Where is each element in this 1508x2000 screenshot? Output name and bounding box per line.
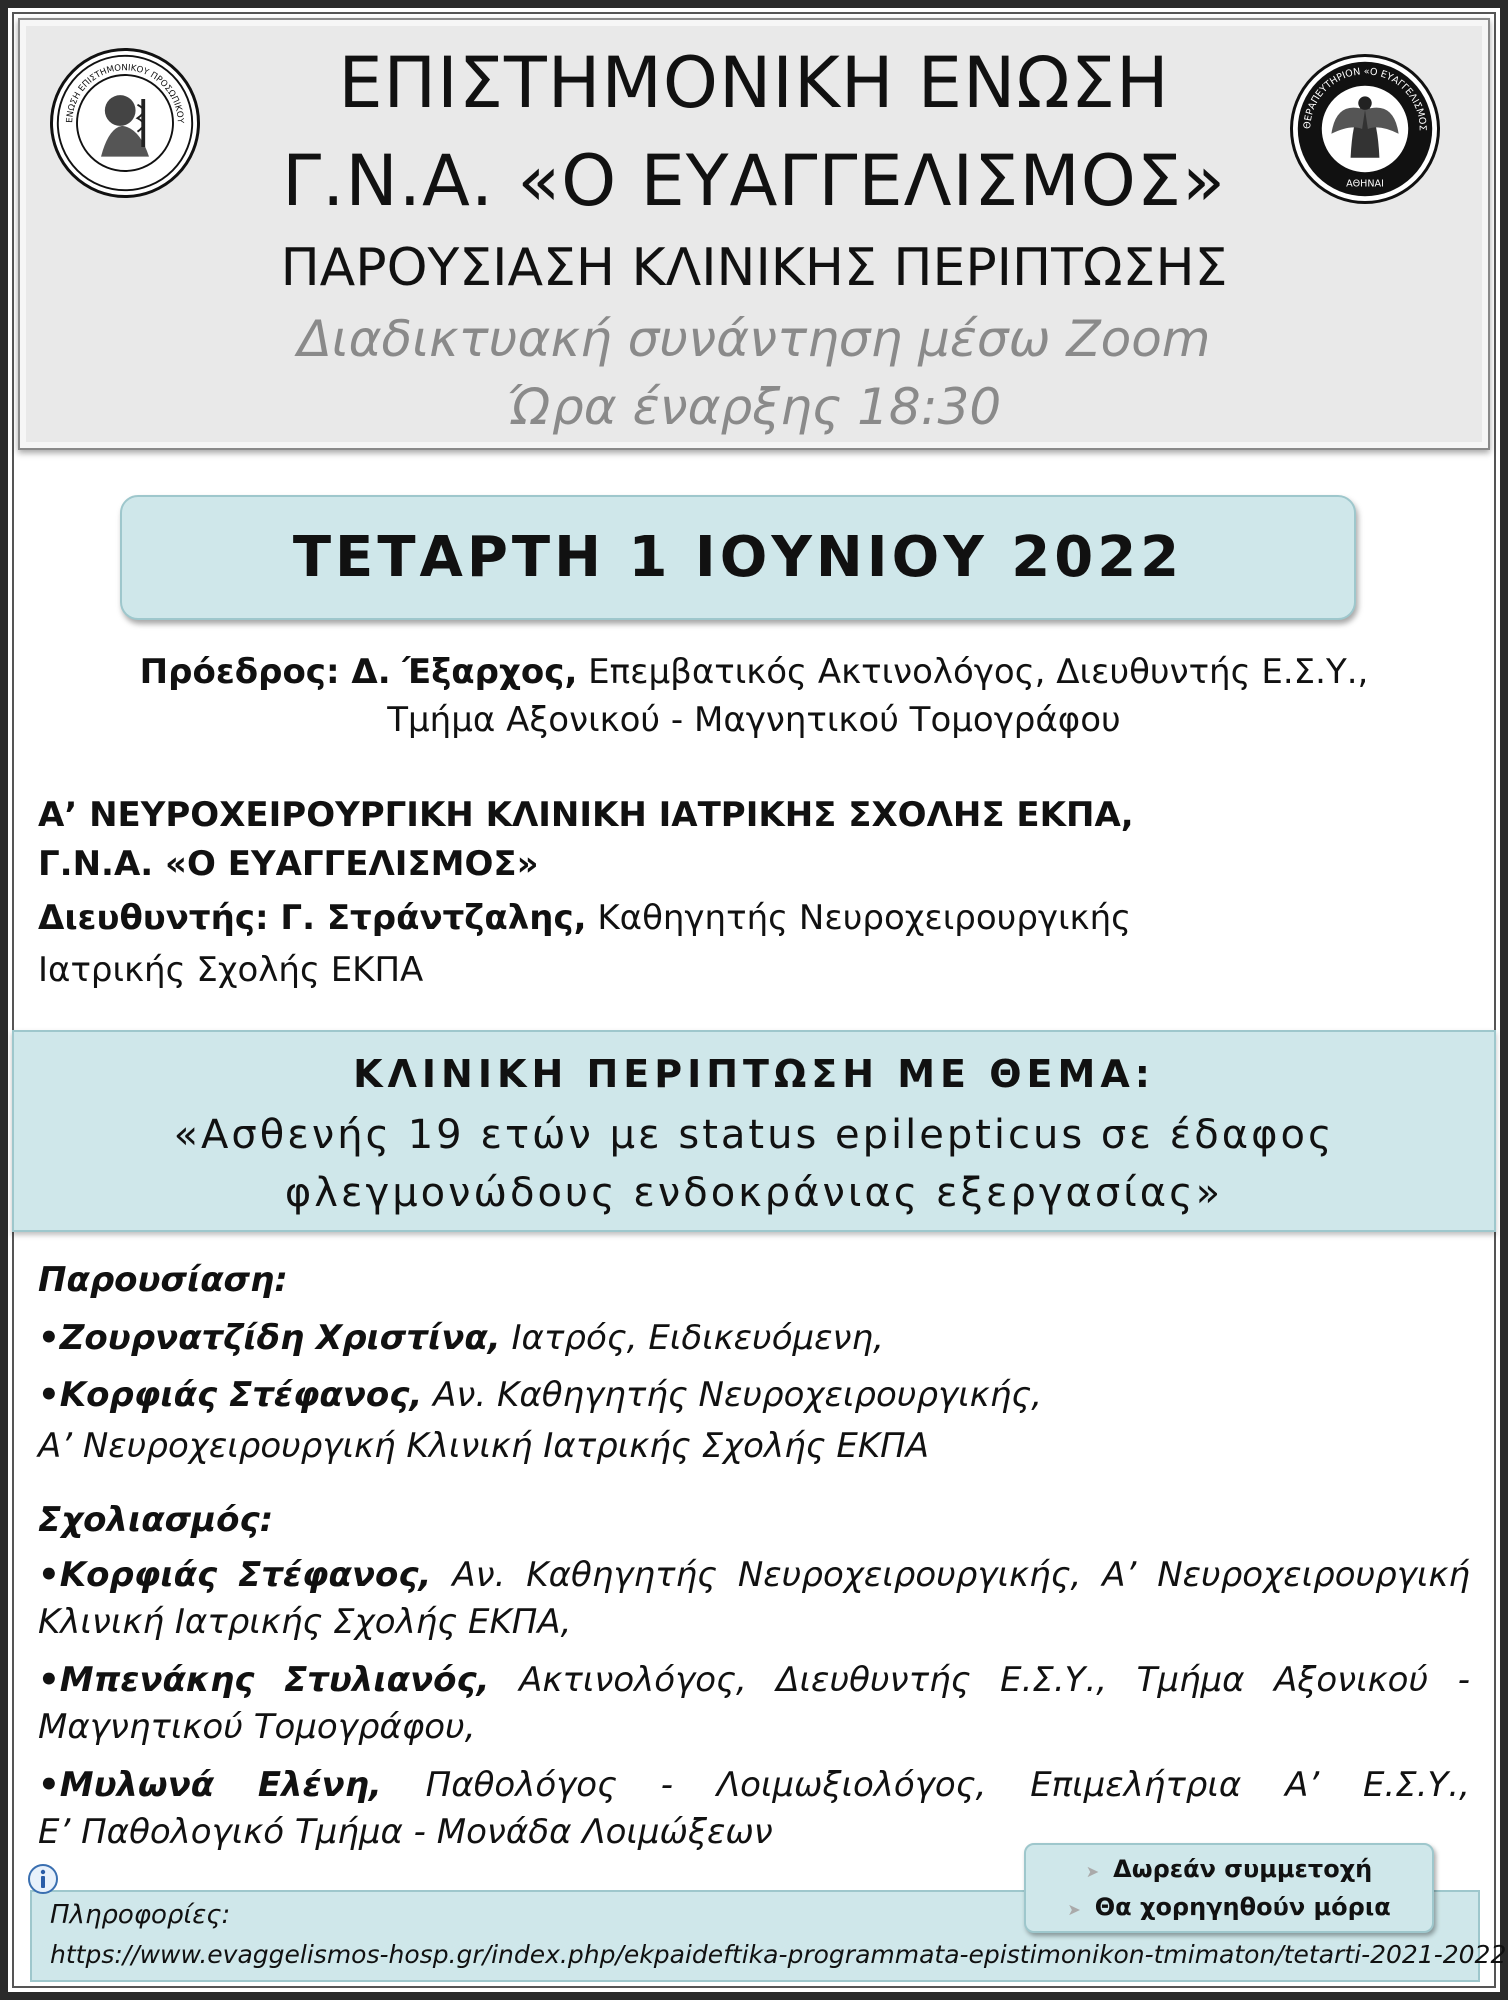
association-seal-logo bbox=[50, 48, 200, 198]
presenter-2-role: Αν. Καθηγητής Νευροχειρουργικής, bbox=[422, 1375, 1043, 1415]
event-date: ΤΕΤΑΡΤΗ 1 ΙΟΥΝΙΟΥ 2022 bbox=[292, 525, 1184, 590]
chair-label: Πρόεδρος: Δ. Έξαρχος, bbox=[139, 652, 578, 692]
word: Ε.Σ.Υ., bbox=[1000, 1660, 1108, 1700]
note-1-text: Δωρεάν συμμετοχή bbox=[1113, 1855, 1373, 1883]
word: Α’ bbox=[1285, 1765, 1320, 1805]
word: Διευθυντής bbox=[776, 1660, 971, 1700]
word: •Μυλωνά bbox=[38, 1765, 215, 1805]
hospital-seal-logo bbox=[1290, 54, 1440, 204]
free-participation-note bbox=[1026, 1855, 1432, 1883]
header-title-line2: Γ.Ν.Α. «Ο ΕΥΑΓΓΕΛΙΣΜΟΣ» bbox=[282, 140, 1226, 222]
svg-text:ΘΕΡΑΠΕΥΤΗΡΙΟΝ «Ο ΕΥΑΓΓΕΛΙΣΜΟΣ»: ΘΕΡΑΠΕΥΤΗΡΙΟΝ «Ο ΕΥΑΓΓΕΛΙΣΜΟΣ bbox=[1302, 66, 1428, 132]
svg-text:ΑΘΗΝΑΙ: ΑΘΗΝΑΙ bbox=[1346, 178, 1384, 190]
word: Καθηγητής bbox=[526, 1555, 717, 1595]
word: Στέφανος, bbox=[238, 1555, 432, 1595]
presenter-2 bbox=[38, 1375, 1042, 1415]
presentation-heading: Παρουσίαση: bbox=[38, 1260, 288, 1300]
header-title-line1: ΕΠΙΣΤΗΜΟΝΙΚΗ ΕΝΩΣΗ bbox=[338, 42, 1170, 124]
presenter-1 bbox=[38, 1318, 884, 1358]
info-label: Πληροφορίες: bbox=[50, 1900, 231, 1930]
topic-title-line2: φλεγμονώδους ενδοκράνιας εξεργασίας» bbox=[284, 1170, 1224, 1216]
word: Αξονικού bbox=[1274, 1660, 1429, 1700]
header-subtitle: ΠΑΡΟΥΣΙΑΣΗ ΚΛΙΝΙΚΗΣ ΠΕΡΙΠΤΩΣΗΣ bbox=[280, 238, 1228, 298]
word: Αν. bbox=[452, 1555, 506, 1595]
word: Α’ bbox=[1102, 1555, 1137, 1595]
word: Ακτινολόγος, bbox=[519, 1660, 747, 1700]
topic-heading: ΚΛΙΝΙΚΗ ΠΕΡΙΠΤΩΣΗ ΜΕ ΘΕΜΑ: bbox=[353, 1052, 1155, 1096]
note-2-text: Θα χορηγηθούν μόρια bbox=[1094, 1893, 1391, 1921]
word: Επιμελήτρια bbox=[1030, 1765, 1242, 1805]
chair-line2: Τμήμα Αξονικού - Μαγνητικού Τομογράφου bbox=[387, 700, 1121, 740]
word: Νευροχειρουργικής, bbox=[737, 1555, 1082, 1595]
commentator-3-line1 bbox=[38, 1765, 1470, 1805]
presenter-2-affiliation: Α’ Νευροχειρουργική Κλινική Ιατρικής Σχολής ΕΚΠΑ bbox=[38, 1426, 930, 1466]
word: Νευροχειρουργική bbox=[1157, 1555, 1470, 1595]
info-icon bbox=[26, 1862, 60, 1896]
start-time: Ώρα έναρξης 18:30 bbox=[506, 378, 1002, 436]
credits-note bbox=[1026, 1893, 1432, 1921]
presenter-1-role: Ιατρός, Ειδικευόμενη, bbox=[500, 1318, 884, 1358]
clinic-director bbox=[38, 898, 1131, 938]
info-link[interactable]: https://www.evaggelismos-hosp.gr/index.php/ekpaideftika-programmata-epistimonikon-tmimaton/tetarti-2021-2022 bbox=[50, 1940, 1507, 1969]
presenter-2-name: •Κορφιάς Στέφανος, bbox=[38, 1375, 423, 1415]
commentator-1-line1 bbox=[38, 1555, 1470, 1595]
clinic-director-school: Ιατρικής Σχολής ΕΚΠΑ bbox=[38, 950, 424, 990]
svg-text:ΕΝΩΣΗ ΕΠΙΣΤΗΜΟΝΙΚΟΥ ΠΡΟΣΩΠΙΚΟΥ: ΕΝΩΣΗ ΕΠΙΣΤΗΜΟΝΙΚΟΥ ΠΡΟΣΩΠΙΚΟΥ bbox=[65, 63, 185, 124]
commentator-1-line2: Κλινική Ιατρικής Σχολής ΕΚΠΑ, bbox=[38, 1602, 572, 1642]
director-label: Διευθυντής: Γ. Στράντζαλης, bbox=[38, 898, 587, 938]
word: Ε.Σ.Υ., bbox=[1362, 1765, 1470, 1805]
word: Λοιμωξιολόγος, bbox=[716, 1765, 987, 1805]
word: - bbox=[1457, 1660, 1470, 1700]
case-topic-box bbox=[12, 1030, 1496, 1232]
commentator-2-line1 bbox=[38, 1660, 1470, 1700]
word: Παθολόγος bbox=[425, 1765, 618, 1805]
meeting-mode: Διαδικτυακή συνάντηση μέσω Zoom bbox=[297, 310, 1211, 368]
commentator-3-line2: Ε’ Παθολογικό Τμήμα - Μονάδα Λοιμώξεων bbox=[38, 1812, 773, 1852]
chair-role: Επεμβατικός Ακτινολόγος, Διευθυντής Ε.Σ.Υ., bbox=[577, 652, 1369, 692]
chair-line1 bbox=[0, 652, 1508, 692]
word: •Κορφιάς bbox=[38, 1555, 218, 1595]
topic-title-line1: «Ασθενής 19 ετών με status epilepticus σε έδαφος bbox=[173, 1112, 1335, 1158]
bullet-arrow-icon: ➤ bbox=[1067, 1900, 1081, 1919]
word: Στυλιανός, bbox=[283, 1660, 490, 1700]
clinic-name-line2: Γ.Ν.Α. «Ο ΕΥΑΓΓΕΛΙΣΜΟΣ» bbox=[38, 844, 539, 884]
clinic-name-line1: Α’ ΝΕΥΡΟΧΕΙΡΟΥΡΓΙΚΗ ΚΛΙΝΙΚΗ ΙΑΤΡΙΚΗΣ ΣΧΟΛΗΣ ΕΚΠΑ, bbox=[38, 795, 1134, 835]
word: - bbox=[660, 1765, 674, 1805]
bullet-arrow-icon: ➤ bbox=[1085, 1862, 1100, 1881]
word: Ελένη, bbox=[257, 1765, 382, 1805]
commentary-heading: Σχολιασμός: bbox=[38, 1500, 274, 1540]
commentator-2-line2: Μαγνητικού Τομογράφου, bbox=[38, 1707, 476, 1747]
word: Τμήμα bbox=[1136, 1660, 1245, 1700]
header-box bbox=[18, 18, 1490, 450]
event-date-box bbox=[120, 495, 1356, 620]
word: •Μπενάκης bbox=[38, 1660, 255, 1700]
director-role: Καθηγητής Νευροχειρουργικής bbox=[586, 898, 1132, 938]
presenter-1-name: •Ζουρνατζίδη Χριστίνα, bbox=[38, 1318, 501, 1358]
participation-notes-box bbox=[1024, 1843, 1434, 1933]
